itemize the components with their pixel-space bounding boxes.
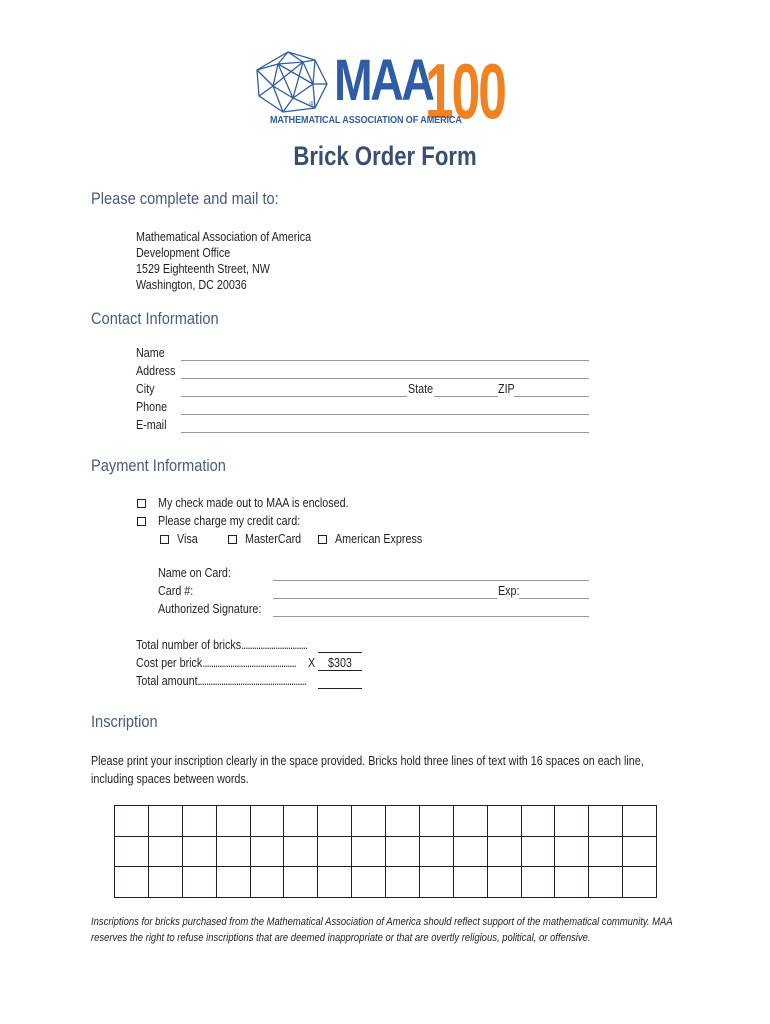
inscription-cell[interactable] xyxy=(148,806,182,837)
inscription-cell[interactable] xyxy=(284,836,318,867)
inscription-cell[interactable] xyxy=(453,806,487,837)
registered-mark: ® xyxy=(309,100,315,109)
inscription-cell[interactable] xyxy=(250,836,284,867)
inscription-cell[interactable] xyxy=(555,836,589,867)
cost-per-brick-text: Cost per brick xyxy=(136,656,203,670)
mailing-address xyxy=(136,229,311,293)
payment-heading: Payment Information xyxy=(91,456,226,475)
logo-maa-text: MAA xyxy=(334,48,433,113)
note-line: Inscriptions for bricks purchased from the Mathematical Association of America should reflect support of the mathematical community. MAA xyxy=(91,916,673,928)
inscription-cell[interactable] xyxy=(453,867,487,898)
inscription-cell[interactable] xyxy=(352,806,386,837)
state-field[interactable] xyxy=(434,396,498,397)
name-label: Name xyxy=(136,346,165,360)
leader-dots: ............................... xyxy=(241,638,308,652)
address-line: Washington, DC 20036 xyxy=(136,278,247,292)
instruction-line: including spaces between words. xyxy=(91,772,249,786)
inscription-cell[interactable] xyxy=(182,867,216,898)
inscription-cell[interactable] xyxy=(386,867,420,898)
instruction-line: Please print your inscription clearly in the space provided. Bricks hold three lines of text with 16 spaces on each line, xyxy=(91,754,644,768)
phone-label: Phone xyxy=(136,400,168,414)
inscription-grid[interactable] xyxy=(114,805,657,898)
inscription-cell[interactable] xyxy=(115,836,149,867)
charge-card-label: Please charge my credit card: xyxy=(158,514,301,528)
phone-field[interactable] xyxy=(181,414,589,415)
total-amount-text: Total amount xyxy=(136,674,198,688)
leader-dots: ................................................... xyxy=(197,674,307,688)
inscription-cell[interactable] xyxy=(148,836,182,867)
inscription-cell[interactable] xyxy=(250,806,284,837)
inscription-cell[interactable] xyxy=(589,806,623,837)
inscription-heading: Inscription xyxy=(91,712,158,731)
inscription-cell[interactable] xyxy=(115,806,149,837)
inscription-cell[interactable] xyxy=(589,867,623,898)
logo-subtitle: MATHEMATICAL ASSOCIATION OF AMERICA xyxy=(270,114,462,126)
check-enclosed-checkbox[interactable] xyxy=(137,499,146,508)
inscription-cell[interactable] xyxy=(623,867,657,898)
contact-heading: Contact Information xyxy=(91,309,219,328)
inscription-cell[interactable] xyxy=(182,836,216,867)
inscription-cell[interactable] xyxy=(352,836,386,867)
card-number-field[interactable] xyxy=(273,598,497,599)
note-line: reserves the right to refuse inscriptions that are deemed inappropriate or that are overtly religious, political, or offensive. xyxy=(91,932,591,944)
total-bricks-field[interactable] xyxy=(318,652,362,653)
amex-label: American Express xyxy=(335,532,423,546)
inscription-cell[interactable] xyxy=(352,867,386,898)
inscription-cell[interactable] xyxy=(216,867,250,898)
inscription-cell[interactable] xyxy=(386,806,420,837)
check-enclosed-label: My check made out to MAA is enclosed. xyxy=(158,496,349,510)
name-field[interactable] xyxy=(181,360,589,361)
inscription-cell[interactable] xyxy=(318,806,352,837)
inscription-cell[interactable] xyxy=(589,836,623,867)
amex-checkbox[interactable] xyxy=(318,535,327,544)
inscription-cell[interactable] xyxy=(318,867,352,898)
signature-field[interactable] xyxy=(273,616,589,617)
inscription-cell[interactable] xyxy=(555,867,589,898)
maa-polyhedron-logo-icon xyxy=(253,50,333,114)
inscription-cell[interactable] xyxy=(216,806,250,837)
inscription-cell[interactable] xyxy=(555,806,589,837)
inscription-cell[interactable] xyxy=(115,867,149,898)
inscription-cell[interactable] xyxy=(284,806,318,837)
inscription-cell[interactable] xyxy=(623,806,657,837)
inscription-cell[interactable] xyxy=(487,836,521,867)
inscription-cell[interactable] xyxy=(419,836,453,867)
price-underline xyxy=(318,670,362,671)
address-field[interactable] xyxy=(181,378,589,379)
inscription-policy-note xyxy=(91,914,693,946)
visa-label: Visa xyxy=(177,532,198,546)
email-label: E-mail xyxy=(136,418,167,432)
state-label: State xyxy=(408,382,434,396)
inscription-cell[interactable] xyxy=(284,867,318,898)
multiply-sign: X xyxy=(308,656,316,670)
city-field[interactable] xyxy=(181,396,407,397)
charge-card-checkbox[interactable] xyxy=(137,517,146,526)
inscription-cell[interactable] xyxy=(419,867,453,898)
name-on-card-label: Name on Card: xyxy=(158,566,231,580)
inscription-cell[interactable] xyxy=(419,806,453,837)
inscription-cell[interactable] xyxy=(216,836,250,867)
inscription-row xyxy=(115,836,657,867)
total-bricks-label xyxy=(136,638,307,652)
exp-field[interactable] xyxy=(519,598,589,599)
mastercard-label: MasterCard xyxy=(245,532,302,546)
logo-100-text: 100 xyxy=(425,47,505,135)
email-field[interactable] xyxy=(181,432,589,433)
inscription-cell[interactable] xyxy=(148,867,182,898)
inscription-cell[interactable] xyxy=(623,836,657,867)
inscription-cell[interactable] xyxy=(182,806,216,837)
inscription-cell[interactable] xyxy=(250,867,284,898)
signature-label: Authorized Signature: xyxy=(158,602,262,616)
inscription-cell[interactable] xyxy=(521,867,555,898)
inscription-cell[interactable] xyxy=(487,806,521,837)
price-value: $303 xyxy=(328,656,352,670)
inscription-cell[interactable] xyxy=(487,867,521,898)
zip-label: ZIP xyxy=(498,382,515,396)
address-line: Mathematical Association of America xyxy=(136,230,312,244)
card-number-label: Card #: xyxy=(158,584,194,598)
mail-heading: Please complete and mail to: xyxy=(91,189,279,208)
address-line: Development Office xyxy=(136,246,231,260)
leader-dots: ............................................ xyxy=(202,656,296,670)
total-amount-label xyxy=(136,674,306,688)
inscription-cell[interactable] xyxy=(521,836,555,867)
visa-checkbox[interactable] xyxy=(160,535,169,544)
name-on-card-field[interactable] xyxy=(273,580,589,581)
inscription-row xyxy=(115,867,657,898)
page-title: Brick Order Form xyxy=(293,141,477,171)
mastercard-checkbox[interactable] xyxy=(228,535,237,544)
inscription-row xyxy=(115,806,657,837)
total-bricks-text: Total number of bricks xyxy=(136,638,242,652)
inscription-cell[interactable] xyxy=(386,836,420,867)
address-line: 1529 Eighteenth Street, NW xyxy=(136,262,270,276)
address-label: Address xyxy=(136,364,176,378)
cost-per-brick-label xyxy=(136,656,296,670)
inscription-instructions xyxy=(91,752,644,788)
inscription-cell[interactable] xyxy=(521,806,555,837)
exp-label: Exp: xyxy=(498,584,520,598)
inscription-cell[interactable] xyxy=(318,836,352,867)
zip-field[interactable] xyxy=(514,396,589,397)
total-amount-field[interactable] xyxy=(318,688,362,689)
city-label: City xyxy=(136,382,155,396)
inscription-cell[interactable] xyxy=(453,836,487,867)
